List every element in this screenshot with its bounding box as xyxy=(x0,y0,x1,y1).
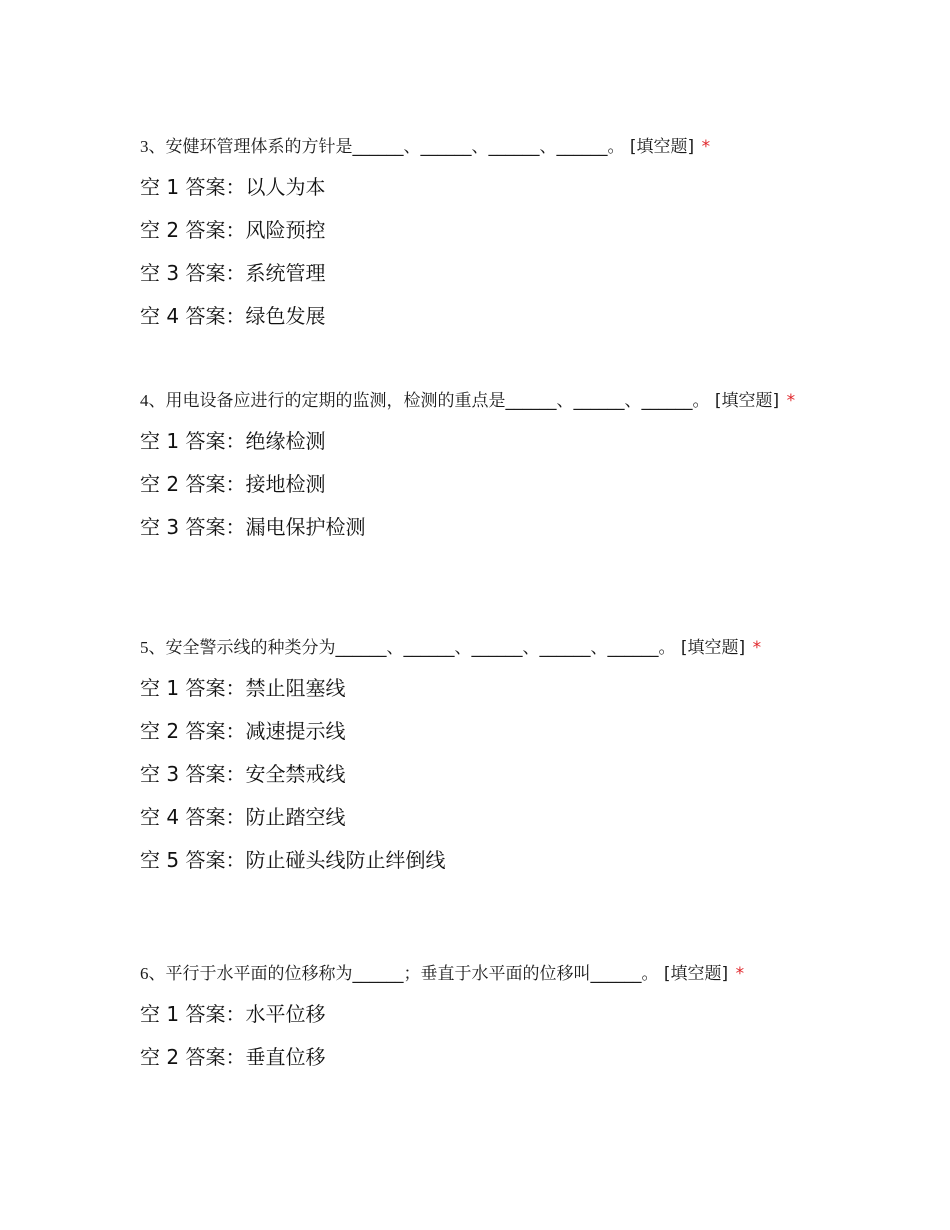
answer-row xyxy=(140,796,805,839)
question-6-prompt xyxy=(140,955,805,993)
required-asterisk: * xyxy=(786,391,796,411)
question-type-tag: [填空题] xyxy=(663,964,729,984)
answer-value: 安全禁戒线 xyxy=(245,762,346,786)
answer-row xyxy=(140,463,805,506)
answer-row xyxy=(140,252,805,295)
answer-row xyxy=(140,209,805,252)
answer-row xyxy=(140,839,805,882)
answer-label: 空 1 答案： xyxy=(140,1002,246,1026)
question-number: 6、 xyxy=(140,964,166,983)
answer-value: 接地检测 xyxy=(245,472,326,496)
answer-label: 空 2 答案： xyxy=(140,472,246,496)
question-text: 用电设备应进行的定期的监测，检测的重点是______、______、______。 xyxy=(165,391,710,411)
question-4-prompt xyxy=(140,382,805,420)
required-asterisk: * xyxy=(701,137,711,157)
answer-value: 减速提示线 xyxy=(245,719,346,743)
question-4 xyxy=(140,382,805,549)
question-5 xyxy=(140,629,805,882)
answer-label: 空 2 答案： xyxy=(140,1045,246,1069)
required-asterisk: * xyxy=(735,964,745,984)
answer-row xyxy=(140,993,805,1036)
answer-value: 水平位移 xyxy=(245,1002,326,1026)
answer-value: 垂直位移 xyxy=(245,1045,326,1069)
question-type-tag: [填空题] xyxy=(629,137,695,157)
answer-row xyxy=(140,420,805,463)
answer-label: 空 4 答案： xyxy=(140,805,246,829)
question-6 xyxy=(140,955,805,1079)
answer-label: 空 2 答案： xyxy=(140,719,246,743)
answer-value: 防止碰头线防止绊倒线 xyxy=(245,848,446,872)
answer-label: 空 4 答案： xyxy=(140,304,246,328)
question-text: 安全警示线的种类分为______、______、______、______、______。 xyxy=(165,638,676,658)
answer-label: 空 1 答案： xyxy=(140,429,246,453)
required-asterisk: * xyxy=(752,638,762,658)
question-text: 安健环管理体系的方针是______、______、______、______。 xyxy=(165,137,625,157)
question-number: 3、 xyxy=(140,137,166,156)
answer-row xyxy=(140,295,805,338)
answer-label: 空 1 答案： xyxy=(140,676,246,700)
answer-value: 以人为本 xyxy=(245,175,326,199)
answer-label: 空 3 答案： xyxy=(140,515,246,539)
answer-value: 绿色发展 xyxy=(245,304,326,328)
question-3 xyxy=(140,128,805,338)
answer-row xyxy=(140,667,805,710)
question-type-tag: [填空题] xyxy=(680,638,746,658)
answer-row xyxy=(140,753,805,796)
answer-label: 空 1 答案： xyxy=(140,175,246,199)
question-text: 平行于水平面的位移称为______；垂直于水平面的位移叫______。 xyxy=(165,964,659,984)
question-5-prompt xyxy=(140,629,805,667)
answer-label: 空 3 答案： xyxy=(140,261,246,285)
answer-label: 空 2 答案： xyxy=(140,218,246,242)
answer-value: 系统管理 xyxy=(245,261,326,285)
question-3-prompt xyxy=(140,128,805,166)
answer-value: 绝缘检测 xyxy=(245,429,326,453)
answer-value: 禁止阻塞线 xyxy=(245,676,346,700)
answer-row xyxy=(140,506,805,549)
question-number: 5、 xyxy=(140,638,166,657)
answer-row xyxy=(140,710,805,753)
answer-row xyxy=(140,1036,805,1079)
question-type-tag: [填空题] xyxy=(714,391,780,411)
answer-value: 防止踏空线 xyxy=(245,805,346,829)
question-number: 4、 xyxy=(140,391,166,410)
answer-value: 风险预控 xyxy=(245,218,326,242)
answer-value: 漏电保护检测 xyxy=(245,515,366,539)
answer-label: 空 3 答案： xyxy=(140,762,246,786)
answer-row xyxy=(140,166,805,209)
answer-label: 空 5 答案： xyxy=(140,848,246,872)
